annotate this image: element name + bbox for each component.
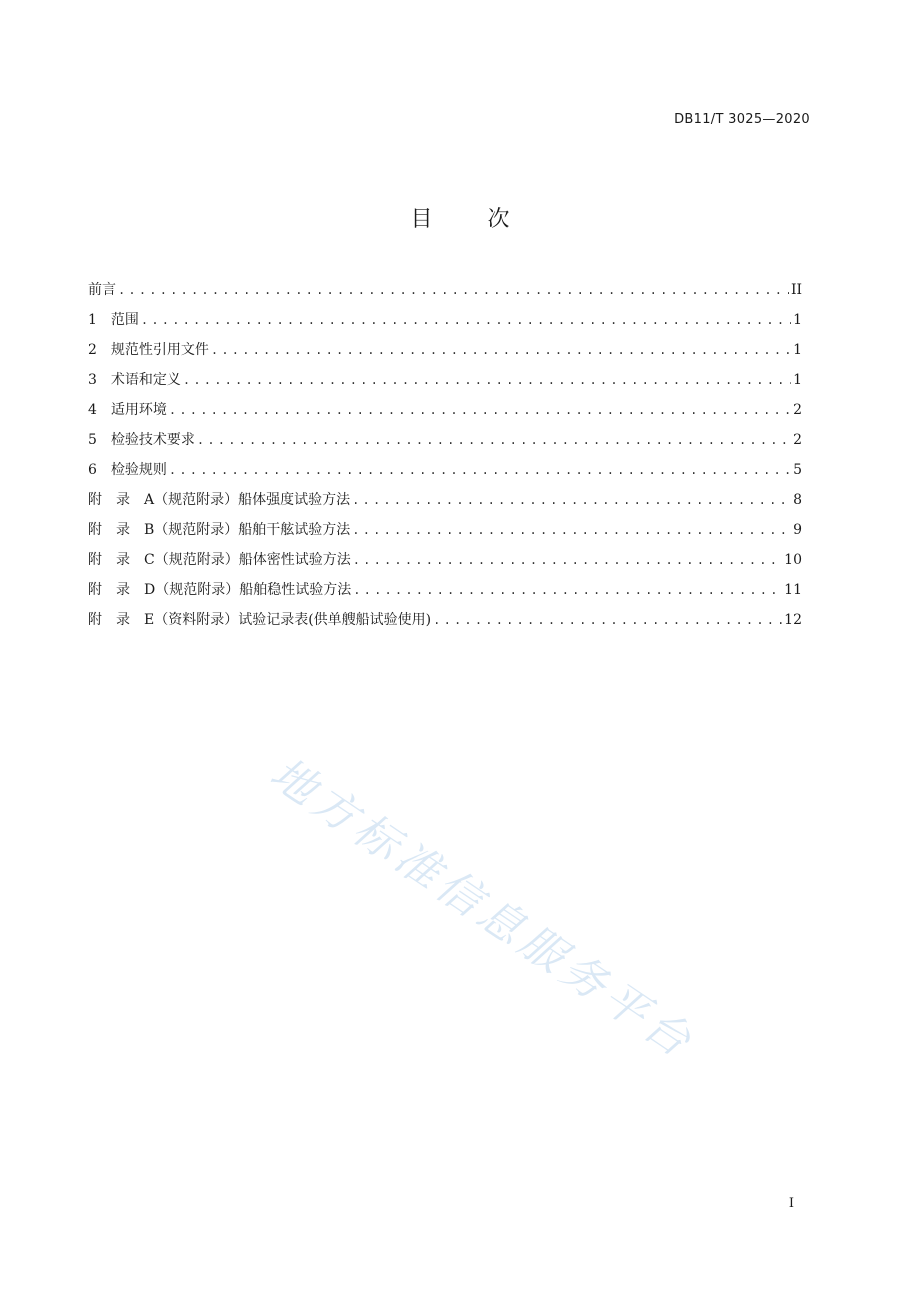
toc-entry-inspection-rules[interactable] bbox=[88, 458, 802, 488]
page-title: 目 次 bbox=[410, 207, 534, 232]
toc-entry-page: 1 bbox=[793, 372, 802, 388]
toc-entry-label: 附 录 A（规范附录）船体强度试验方法 bbox=[88, 492, 351, 508]
toc-entry-environment[interactable] bbox=[88, 398, 802, 428]
toc-entry-page: 11 bbox=[784, 582, 802, 598]
toc-entry-page: 2 bbox=[793, 402, 802, 418]
dot-leader bbox=[141, 308, 791, 332]
toc-entry-page: 1 bbox=[793, 312, 802, 328]
toc-entry-page: II bbox=[790, 282, 802, 298]
toc-entry-label: 1 范围 bbox=[88, 312, 139, 328]
toc-entry-page: 8 bbox=[793, 492, 802, 508]
page-number: I bbox=[788, 1196, 794, 1211]
toc-entry-page: 5 bbox=[793, 462, 802, 478]
toc-entry-appendix-d[interactable] bbox=[88, 578, 802, 608]
dot-leader bbox=[211, 338, 791, 362]
toc-entry-label: 附 录 E（资料附录）试验记录表(供单艘船试验使用) bbox=[88, 612, 432, 628]
toc-entry-page: 10 bbox=[784, 552, 802, 568]
dot-leader bbox=[352, 518, 791, 542]
toc-entry-page: 1 bbox=[793, 342, 802, 358]
toc-entry-scope[interactable] bbox=[88, 308, 802, 338]
toc-entry-technical-requirements[interactable] bbox=[88, 428, 802, 458]
toc-entry-appendix-a[interactable] bbox=[88, 488, 802, 518]
toc-entry-label: 5 检验技术要求 bbox=[88, 432, 195, 448]
toc-entry-label: 4 适用环境 bbox=[88, 402, 167, 418]
toc-entry-label: 附 录 C（规范附录）船体密性试验方法 bbox=[88, 552, 351, 568]
dot-leader bbox=[433, 608, 782, 632]
toc-entry-page: 9 bbox=[793, 522, 802, 538]
toc-entry-foreword[interactable] bbox=[88, 278, 802, 308]
toc-entry-label: 附 录 B（规范附录）船舶干舷试验方法 bbox=[88, 522, 351, 538]
toc-entry-appendix-c[interactable] bbox=[88, 548, 802, 578]
toc-entry-label: 3 术语和定义 bbox=[88, 372, 181, 388]
dot-leader bbox=[197, 428, 791, 452]
toc-entry-appendix-b[interactable] bbox=[88, 518, 802, 548]
table-of-contents bbox=[88, 278, 802, 638]
toc-entry-label: 附 录 D（规范附录）船舶稳性试验方法 bbox=[88, 582, 352, 598]
watermark: 地方标准信息服务平台 bbox=[260, 747, 705, 1070]
dot-leader bbox=[183, 368, 791, 392]
document-code: DB11/T 3025—2020 bbox=[674, 112, 810, 127]
toc-entry-appendix-e[interactable] bbox=[88, 608, 802, 638]
toc-entry-page: 12 bbox=[784, 612, 802, 628]
toc-entry-terms-definitions[interactable] bbox=[88, 368, 802, 398]
toc-entry-label: 6 检验规则 bbox=[88, 462, 167, 478]
toc-entry-page: 2 bbox=[793, 432, 802, 448]
toc-entry-label: 前言 bbox=[88, 282, 116, 298]
dot-leader bbox=[353, 578, 782, 602]
dot-leader bbox=[169, 398, 791, 422]
dot-leader bbox=[169, 458, 791, 482]
dot-leader bbox=[118, 278, 789, 302]
toc-entry-normative-references[interactable] bbox=[88, 338, 802, 368]
dot-leader bbox=[352, 488, 791, 512]
toc-entry-label: 2 规范性引用文件 bbox=[88, 342, 209, 358]
dot-leader bbox=[353, 548, 782, 572]
